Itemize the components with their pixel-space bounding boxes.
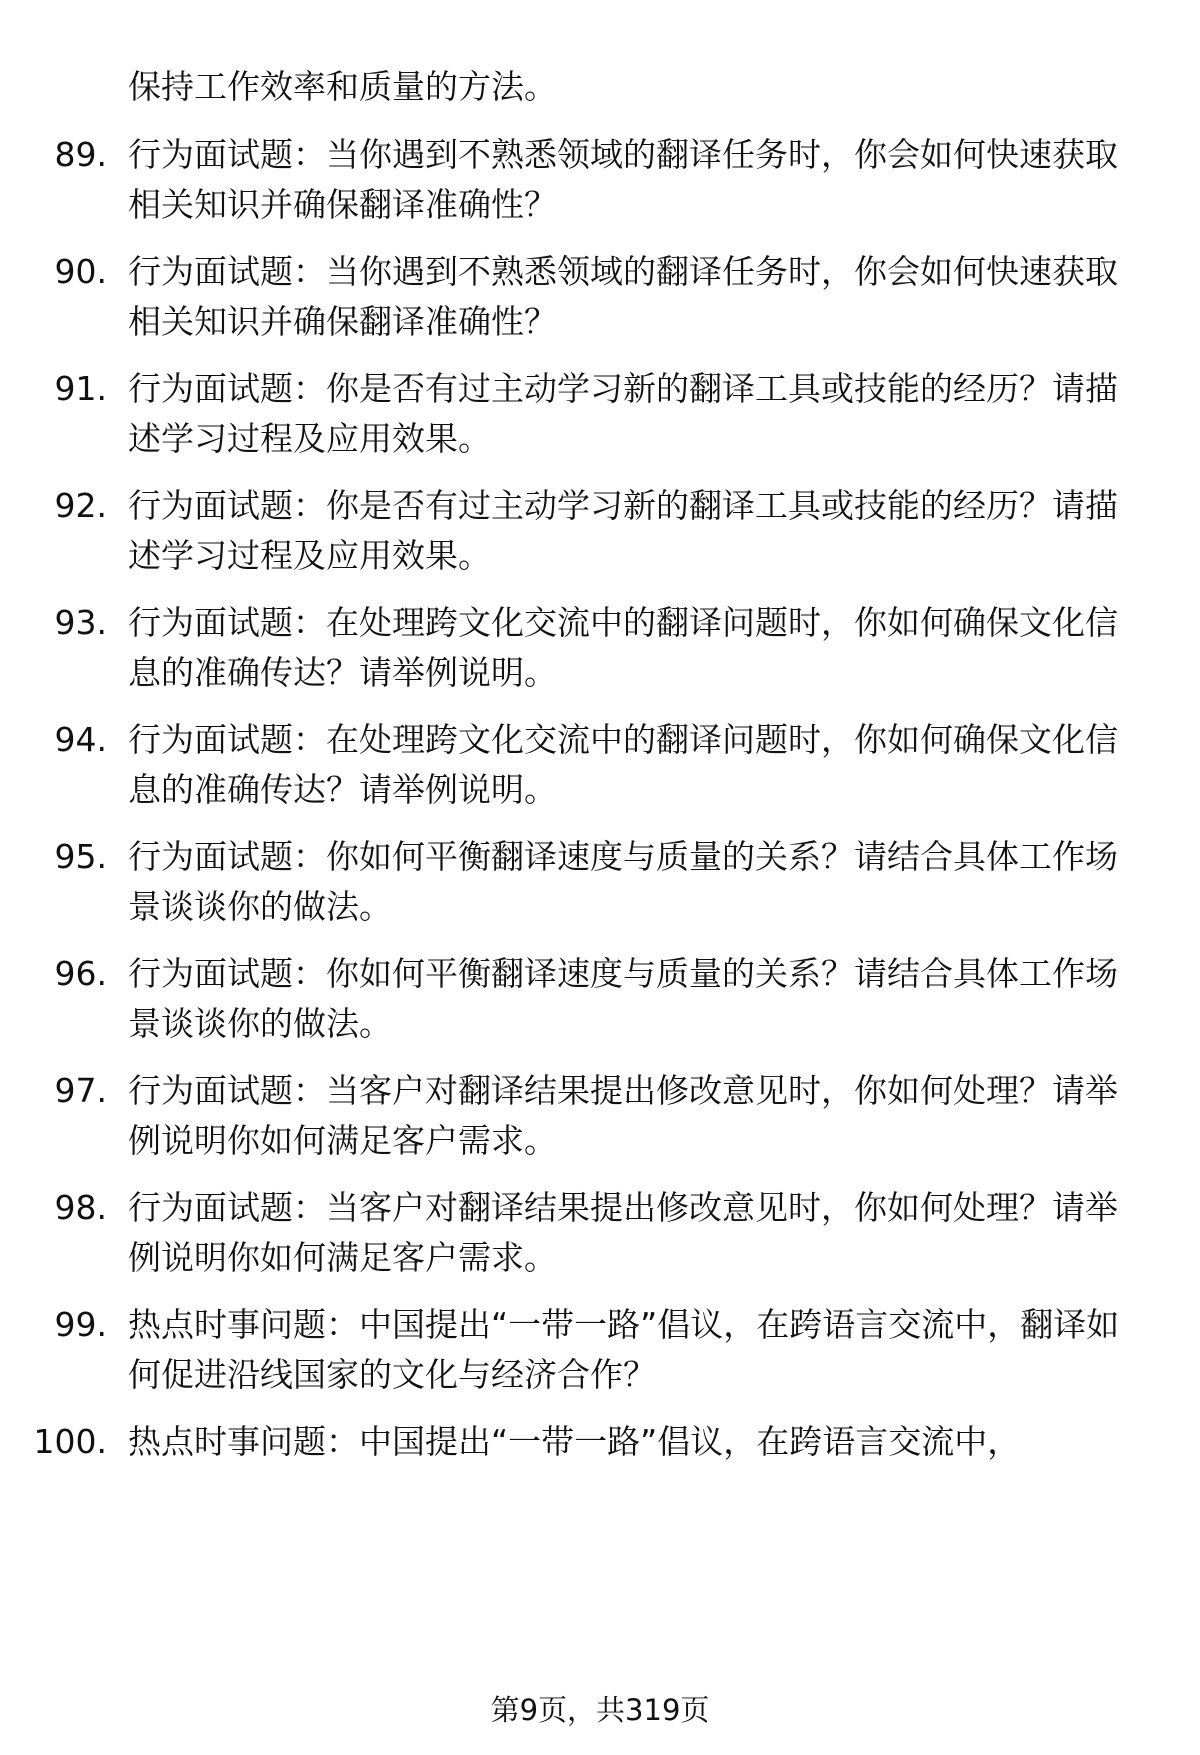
question-number: 99. — [54, 1305, 107, 1344]
question-text: 行为面试题：在处理跨文化交流中的翻译问题时，你如何确保文化信息的准确传达？请举例说明。 — [128, 603, 1118, 692]
page-number-footer: 第9页，共319页 — [490, 1693, 710, 1727]
question-text: 行为面试题：当你遇到不熟悉领域的翻译任务时，你会如何快速获取相关知识并确保翻译准确性？ — [128, 252, 1118, 341]
question-text: 热点时事问题：中国提出“一带一路”倡议，在跨语言交流中， — [128, 1422, 1021, 1461]
question-number: 95. — [54, 837, 107, 876]
question-number: 93. — [54, 603, 107, 642]
question-text: 行为面试题：你是否有过主动学习新的翻译工具或技能的经历？请描述学习过程及应用效果。 — [128, 486, 1118, 575]
question-text: 行为面试题：你如何平衡翻译速度与质量的关系？请结合具体工作场景谈谈你的做法。 — [128, 837, 1118, 926]
question-text: 行为面试题：当客户对翻译结果提出修改意见时，你如何处理？请举例说明你如何满足客户需求。 — [128, 1071, 1118, 1160]
question-text: 行为面试题：在处理跨文化交流中的翻译问题时，你如何确保文化信息的准确传达？请举例说明。 — [128, 720, 1118, 809]
question-number: 100. — [33, 1422, 107, 1461]
question-text: 热点时事问题：中国提出“一带一路”倡议，在跨语言交流中，翻译如何促进沿线国家的文化与经济合作？ — [128, 1305, 1120, 1394]
question-number: 90. — [54, 252, 107, 291]
question-text: 行为面试题：你是否有过主动学习新的翻译工具或技能的经历？请描述学习过程及应用效果。 — [128, 369, 1118, 458]
question-number: 97. — [54, 1071, 107, 1110]
question-number: 96. — [54, 954, 107, 993]
question-number: 91. — [54, 369, 107, 408]
question-text: 行为面试题：当客户对翻译结果提出修改意见时，你如何处理？请举例说明你如何满足客户需求。 — [128, 1188, 1118, 1277]
question-number: 94. — [54, 720, 107, 759]
question-number: 89. — [54, 135, 107, 174]
question-text: 行为面试题：你如何平衡翻译速度与质量的关系？请结合具体工作场景谈谈你的做法。 — [128, 954, 1118, 1043]
question-number: 92. — [54, 486, 107, 525]
continuation-text: 保持工作效率和质量的方法。 — [128, 67, 557, 106]
question-number: 98. — [54, 1188, 107, 1227]
question-text: 行为面试题：当你遇到不熟悉领域的翻译任务时，你会如何快速获取相关知识并确保翻译准确性？ — [128, 135, 1118, 224]
